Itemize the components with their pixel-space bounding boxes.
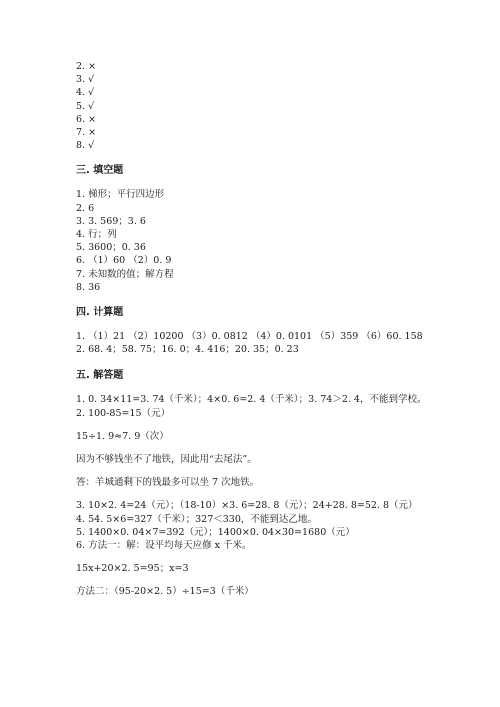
answer-item: 7. 未知数的值；解方程 bbox=[76, 268, 174, 280]
answer-item: 5. 3600；0. 36 bbox=[76, 242, 146, 254]
section-2-answers bbox=[76, 60, 476, 152]
answer-item: 4. √ bbox=[76, 87, 95, 99]
answer-item: 5. √ bbox=[76, 100, 95, 112]
section-3-title: 三. 填空题 bbox=[76, 165, 124, 177]
answer-q6-step: 15x+20×2. 5=95；x=3 bbox=[76, 563, 189, 575]
answer-q2: 2. 100-85=15（元） bbox=[76, 407, 171, 419]
answer-item: 8. √ bbox=[76, 140, 95, 152]
answer-item: 4. 行；列 bbox=[76, 229, 117, 241]
answer-q2-step: 15÷1. 9≈7. 9（次） bbox=[76, 430, 169, 442]
answer-item: 8. 36 bbox=[76, 281, 101, 293]
answer-q6-step: 方法二：（95-20×2. 5）÷15=3（千米） bbox=[76, 586, 254, 598]
answer-q6: 6. 方法一：解：设平均每天应修 x 千米。 bbox=[76, 540, 252, 552]
answer-item: 3. 3. 569；3. 6 bbox=[76, 215, 146, 227]
answer-q4: 4. 54. 5×6=327（千米）；327＜330，不能到达乙地。 bbox=[76, 513, 317, 525]
answer-item: 1. （1）21 （2）10200 （3）0. 0812 （4）0. 0101 （5）359 （6）60. 158 bbox=[76, 331, 423, 343]
answer-item: 6. （1）60 （2）0. 9 bbox=[76, 255, 172, 267]
section-5-answers bbox=[76, 393, 476, 598]
answer-q2-step: 答：羊城通剩下的钱最多可以坐 7 次地铁。 bbox=[76, 477, 260, 489]
section-3-answers bbox=[76, 188, 476, 294]
answer-q5: 5. 1400×0. 04×7=392（元）；1400×0. 04×30=1680（元） bbox=[76, 526, 355, 538]
answer-q3: 3. 10×2. 4=24（元）；（18-10）×3. 6=28. 8（元）；24+28. 8=52. 8（元） bbox=[76, 500, 418, 512]
answer-item: 2. × bbox=[76, 61, 97, 72]
answer-item: 3. √ bbox=[76, 74, 95, 86]
answer-item: 7. × bbox=[76, 127, 97, 139]
answer-item: 2. 6 bbox=[76, 202, 95, 214]
answer-q2-step: 因为不够钱坐不了地铁，因此用“去尾法”。 bbox=[76, 454, 257, 466]
answer-item: 1. 梯形；平行四边形 bbox=[76, 189, 165, 201]
answer-page bbox=[76, 60, 476, 599]
answer-item: 6. × bbox=[76, 113, 97, 125]
answer-q1: 1. 0. 34×11=3. 74（千米）；4×0. 6=2. 4（千米）；3. 74＞2. 4，不能到学校。 bbox=[76, 394, 427, 406]
section-4-title: 四. 计算题 bbox=[76, 307, 124, 319]
answer-item: 2. 68. 4；58. 75；16. 0；4. 416；20. 35；0. 23 bbox=[76, 344, 299, 356]
section-5-title: 五. 解答题 bbox=[76, 370, 124, 382]
section-4-answers bbox=[76, 330, 476, 356]
